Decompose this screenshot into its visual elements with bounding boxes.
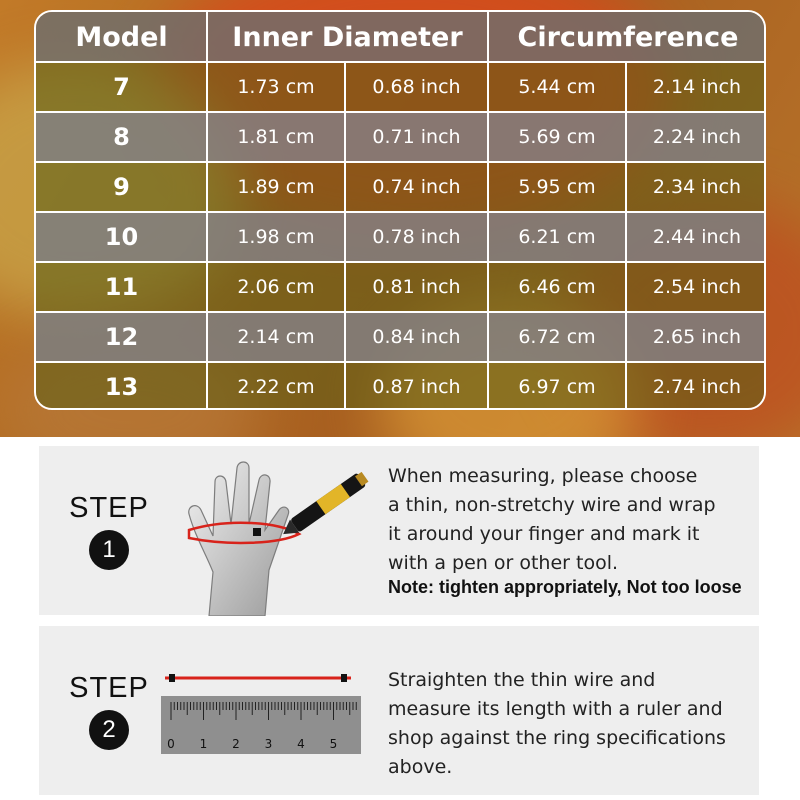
diameter-cm-cell: 1.73 cm (207, 62, 345, 112)
header-model: Model (36, 12, 207, 62)
model-cell: 9 (36, 162, 207, 212)
circ-cm-cell: 6.21 cm (488, 212, 626, 262)
step-2-line: Straighten the thin wire and (388, 669, 656, 691)
step-1-panel (39, 446, 759, 615)
diameter-inch-cell: 0.87 inch (345, 362, 488, 410)
step-2-label: STEP (69, 672, 149, 704)
step-2-line: measure its length with a ruler and (388, 698, 723, 720)
circ-inch-cell: 2.34 inch (626, 162, 766, 212)
diameter-inch-cell: 0.71 inch (345, 112, 488, 162)
diameter-cm-cell: 2.06 cm (207, 262, 345, 312)
circ-inch-cell: 2.44 inch (626, 212, 766, 262)
table-divider (625, 62, 627, 410)
model-cell: 8 (36, 112, 207, 162)
table-row-divider (36, 111, 764, 113)
step-1-line: with a pen or other tool. (388, 552, 619, 574)
circ-inch-cell: 2.65 inch (626, 312, 766, 362)
circ-cm-cell: 5.69 cm (488, 112, 626, 162)
ring-size-table (34, 10, 766, 410)
ruler-label: 1 (199, 737, 208, 751)
ruler-label: 3 (264, 737, 273, 751)
circ-inch-cell: 2.74 inch (626, 362, 766, 410)
table-row-divider (36, 361, 764, 363)
diameter-inch-cell: 0.74 inch (345, 162, 488, 212)
step-2-description (388, 666, 748, 782)
step-1-line: When measuring, please choose (388, 465, 698, 487)
step-2-panel (39, 626, 759, 795)
step-2-number: 2 (89, 710, 129, 750)
diameter-inch-cell: 0.78 inch (345, 212, 488, 262)
ruler-icon (161, 668, 367, 758)
diameter-inch-cell: 0.68 inch (345, 62, 488, 112)
table-row-divider (36, 311, 764, 313)
diameter-cm-cell: 1.81 cm (207, 112, 345, 162)
circ-cm-cell: 5.95 cm (488, 162, 626, 212)
model-cell: 13 (36, 362, 207, 410)
model-cell: 11 (36, 262, 207, 312)
table-divider (344, 62, 346, 410)
circ-inch-cell: 2.14 inch (626, 62, 766, 112)
diameter-cm-cell: 2.22 cm (207, 362, 345, 410)
ruler-label: 4 (297, 737, 305, 751)
diameter-cm-cell: 1.89 cm (207, 162, 345, 212)
circ-inch-cell: 2.24 inch (626, 112, 766, 162)
step-1-label: STEP (69, 492, 149, 524)
step-1-number: 1 (89, 530, 129, 570)
model-cell: 12 (36, 312, 207, 362)
step-1-description (388, 462, 748, 578)
circ-cm-cell: 6.46 cm (488, 262, 626, 312)
step-2-line: shop against the ring specifications (388, 727, 726, 749)
ruler-label: 5 (329, 737, 338, 751)
step-1-line: it around your finger and mark it (388, 523, 700, 545)
step-1-line: a thin, non-stretchy wire and wrap (388, 494, 716, 516)
circ-cm-cell: 6.97 cm (488, 362, 626, 410)
diameter-inch-cell: 0.81 inch (345, 262, 488, 312)
diameter-cm-cell: 2.14 cm (207, 312, 345, 362)
table-row-divider (36, 61, 764, 63)
ruler-label: 0 (167, 737, 175, 751)
circ-cm-cell: 5.44 cm (488, 62, 626, 112)
circ-cm-cell: 6.72 cm (488, 312, 626, 362)
step-1-note: Note: tighten appropriately, Not too loose (388, 577, 742, 597)
diameter-cm-cell: 1.98 cm (207, 212, 345, 262)
circ-inch-cell: 2.54 inch (626, 262, 766, 312)
model-cell: 7 (36, 62, 207, 112)
table-row-divider (36, 261, 764, 263)
header-inner-diameter: Inner Diameter (207, 12, 488, 62)
diameter-inch-cell: 0.84 inch (345, 312, 488, 362)
header-circumference: Circumference (488, 12, 766, 62)
ruler-label: 2 (232, 737, 240, 751)
model-cell: 10 (36, 212, 207, 262)
hand-measure-icon (169, 452, 369, 616)
step-2-line: above. (388, 756, 453, 778)
table-row-divider (36, 211, 764, 213)
table-row-divider (36, 161, 764, 163)
